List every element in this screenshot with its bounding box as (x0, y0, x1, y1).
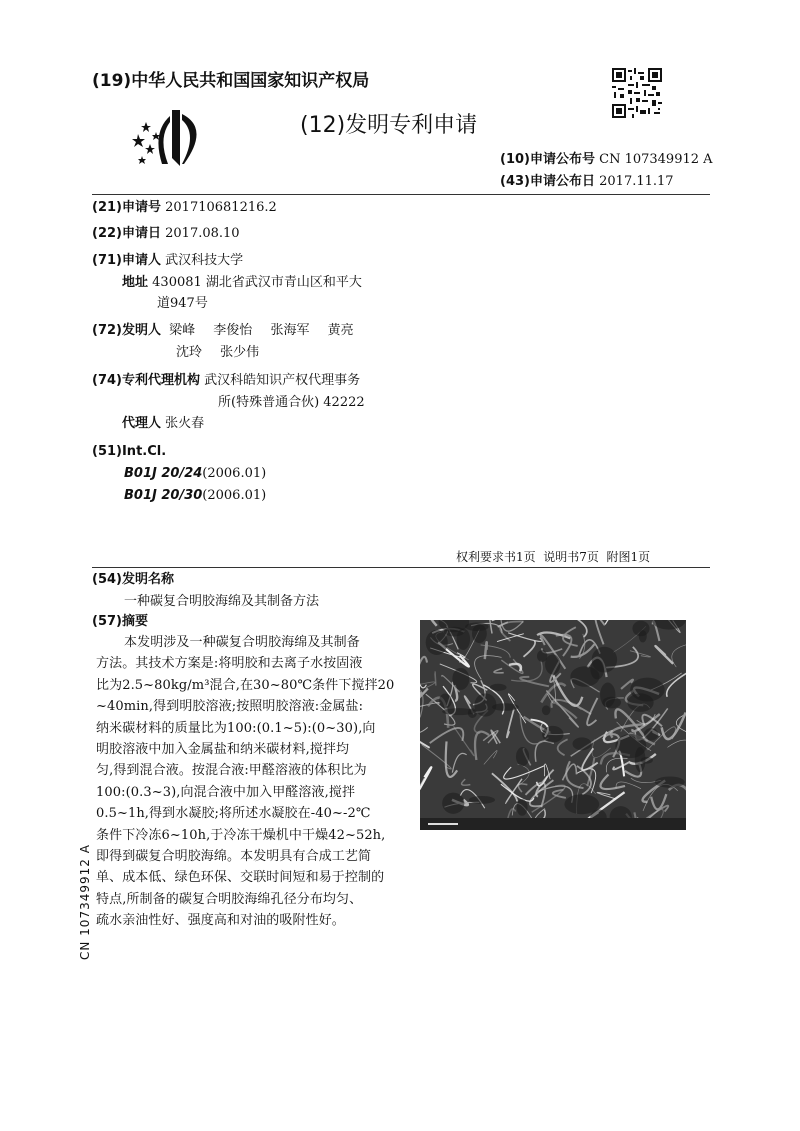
application-date: (22)申请日 2017.08.10 (92, 226, 240, 241)
header-divider (92, 194, 710, 195)
abstract-line: 比为2.5~80kg/m³混合,在30~80℃条件下搅拌20 (96, 677, 395, 693)
ipc-class-1: B01J 20/24(2006.01) (124, 466, 267, 481)
abstract-line: 疏水亲油性好、强度高和对油的吸附性好。 (96, 913, 345, 929)
address-continued: 道947号 (157, 296, 208, 311)
abstract-line: 方法。其技术方案是:将明胶和去离子水按固液 (96, 656, 363, 672)
int-cl-label: (51)Int.Cl. (92, 444, 167, 459)
abstract-line: 明胶溶液中加入金属盐和纳米碳材料,搅拌均 (96, 742, 350, 757)
publication-date: (43)申请公布日 2017.11.17 (500, 174, 674, 189)
section-divider (92, 567, 710, 568)
abstract-line: 纳米碳材料的质量比为100:(0.1~5):(0~30),向 (96, 720, 376, 736)
application-number: (21)申请号 201710681216.2 (92, 200, 277, 215)
abstract-line: 条件下冷冻6~10h,于冷冻干燥机中干燥42~52h, (96, 827, 386, 843)
patent-agency: (74)专利代理机构 武汉科皓知识产权代理事务 (92, 373, 361, 388)
abstract-line: 100:(0.3~3),向混合液中加入甲醛溶液,搅拌 (96, 784, 356, 800)
qr-code-icon (612, 68, 662, 118)
abstract-line: 特点,所制备的碳复合明胶海绵孔径分布均匀、 (96, 891, 363, 907)
abstract-label: (57)摘要 (92, 614, 148, 629)
abstract-line: 0.5~1h,得到水凝胶;将所述水凝胶在-40~-2℃ (96, 806, 371, 822)
abstract-line: 单、成本低、绿色环保、交联时间短和易于控制的 (96, 870, 385, 886)
publication-number: (10)申请公布号 CN 107349912 A (500, 152, 713, 167)
abstract-line: 本发明涉及一种碳复合明胶海绵及其制备 (124, 635, 360, 650)
abstract-line: 匀,得到混合液。按混合液:甲醛溶液的体积比为 (96, 763, 367, 779)
office-name: (19)中华人民共和国国家知识产权局 (92, 71, 370, 91)
sem-micrograph-image (420, 620, 686, 830)
side-publication-number: CN 107349912 A (78, 844, 92, 960)
ipc-class-2: B01J 20/30(2006.01) (124, 488, 267, 503)
page-count-info: 权利要求书1页 说明书7页 附图1页 (456, 550, 651, 564)
applicant: (71)申请人 武汉科技大学 (92, 253, 244, 268)
abstract-line: ~40min,得到明胶溶液;按照明胶溶液:金属盐: (96, 699, 364, 715)
agent: 代理人 张火春 (122, 416, 205, 431)
invention-title-label: (54)发明名称 (92, 572, 174, 587)
invention-title: 一种碳复合明胶海绵及其制备方法 (124, 594, 320, 609)
document-type: (12)发明专利申请 (300, 113, 478, 138)
abstract-line: 即得到碳复合明胶海绵。本发明具有合成工艺简 (96, 849, 372, 864)
patent-agency-continued: 所(特殊普通合伙) 42222 (218, 395, 365, 410)
cnipa-logo-icon (132, 108, 212, 170)
inventors-continued: 沈玲 张少伟 (176, 345, 260, 360)
address: 地址 430081 湖北省武汉市青山区和平大 (122, 275, 362, 290)
inventors: (72)发明人 梁峰 李俊怡 张海军 黄亮 (92, 323, 354, 338)
